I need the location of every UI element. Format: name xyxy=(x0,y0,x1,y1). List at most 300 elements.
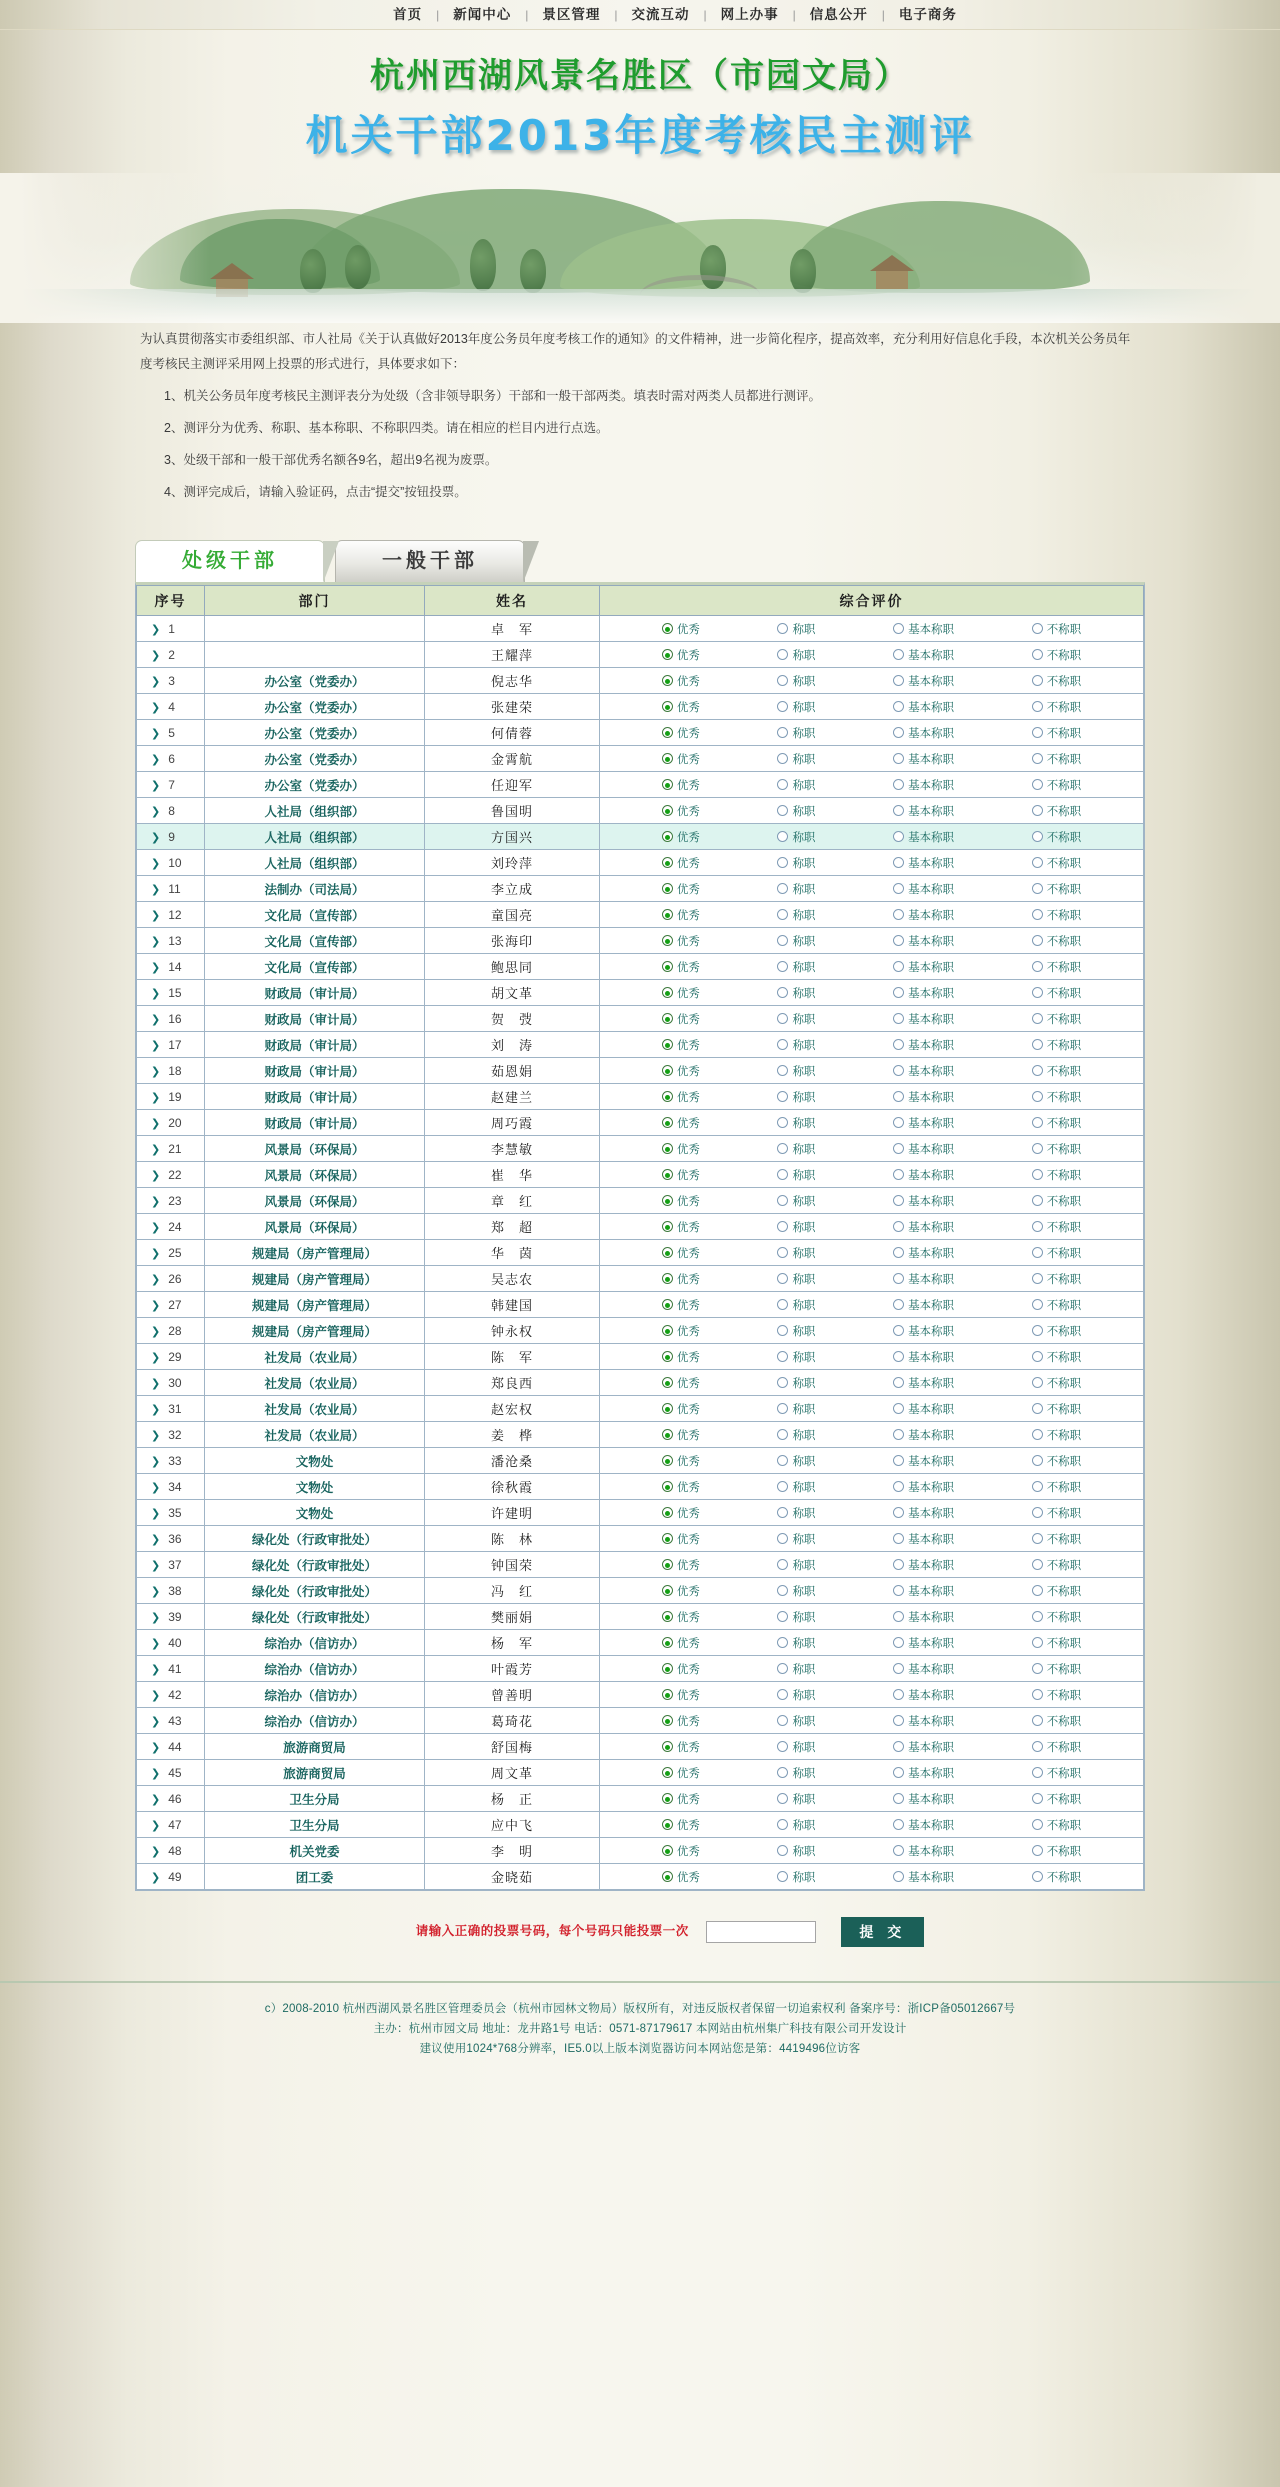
radio-unselected-icon[interactable] xyxy=(1032,1819,1043,1830)
radio-unselected-icon[interactable] xyxy=(893,1013,904,1024)
radio-unselected-icon[interactable] xyxy=(1032,935,1043,946)
table-row[interactable] xyxy=(137,1656,1144,1682)
radio-option-2[interactable] xyxy=(893,1063,954,1079)
radio-option-1[interactable] xyxy=(777,1531,815,1547)
radio-unselected-icon[interactable] xyxy=(1032,753,1043,764)
radio-option-1[interactable] xyxy=(777,1609,815,1625)
radio-option-0[interactable] xyxy=(662,1765,700,1781)
table-row[interactable] xyxy=(137,694,1144,720)
radio-unselected-icon[interactable] xyxy=(893,961,904,972)
radio-unselected-icon[interactable] xyxy=(893,1299,904,1310)
radio-option-0[interactable] xyxy=(662,959,700,975)
table-row[interactable] xyxy=(137,1214,1144,1240)
radio-option-2[interactable] xyxy=(893,803,954,819)
radio-option-3[interactable] xyxy=(1032,751,1082,767)
radio-unselected-icon[interactable] xyxy=(893,1767,904,1778)
radio-option-2[interactable] xyxy=(893,985,954,1001)
nav-item-news[interactable]: 新闻中心 xyxy=(453,7,512,22)
radio-selected-icon[interactable] xyxy=(662,1325,673,1336)
radio-unselected-icon[interactable] xyxy=(893,1741,904,1752)
radio-unselected-icon[interactable] xyxy=(1032,1533,1043,1544)
radio-option-1[interactable] xyxy=(777,725,815,741)
radio-option-2[interactable] xyxy=(893,855,954,871)
radio-unselected-icon[interactable] xyxy=(893,701,904,712)
radio-option-0[interactable] xyxy=(662,1141,700,1157)
radio-option-2[interactable] xyxy=(893,1141,954,1157)
radio-option-0[interactable] xyxy=(662,829,700,845)
radio-selected-icon[interactable] xyxy=(662,753,673,764)
radio-unselected-icon[interactable] xyxy=(1032,1741,1043,1752)
radio-option-2[interactable] xyxy=(893,647,954,663)
radio-option-3[interactable] xyxy=(1032,1141,1082,1157)
radio-option-3[interactable] xyxy=(1032,1297,1082,1313)
radio-option-1[interactable] xyxy=(777,1505,815,1521)
radio-option-3[interactable] xyxy=(1032,1869,1082,1885)
radio-option-1[interactable] xyxy=(777,647,815,663)
radio-option-2[interactable] xyxy=(893,1635,954,1651)
radio-unselected-icon[interactable] xyxy=(893,1325,904,1336)
radio-option-2[interactable] xyxy=(893,1687,954,1703)
radio-unselected-icon[interactable] xyxy=(893,1689,904,1700)
radio-option-2[interactable] xyxy=(893,1011,954,1027)
radio-option-3[interactable] xyxy=(1032,1323,1082,1339)
radio-option-1[interactable] xyxy=(777,855,815,871)
radio-unselected-icon[interactable] xyxy=(777,1377,788,1388)
radio-unselected-icon[interactable] xyxy=(777,1143,788,1154)
radio-unselected-icon[interactable] xyxy=(893,779,904,790)
radio-selected-icon[interactable] xyxy=(662,1065,673,1076)
radio-unselected-icon[interactable] xyxy=(1032,909,1043,920)
radio-unselected-icon[interactable] xyxy=(1032,1689,1043,1700)
radio-unselected-icon[interactable] xyxy=(893,623,904,634)
radio-unselected-icon[interactable] xyxy=(1032,675,1043,686)
table-row[interactable] xyxy=(137,668,1144,694)
radio-unselected-icon[interactable] xyxy=(777,1247,788,1258)
radio-unselected-icon[interactable] xyxy=(893,1819,904,1830)
radio-option-2[interactable] xyxy=(893,1791,954,1807)
radio-selected-icon[interactable] xyxy=(662,857,673,868)
table-row[interactable] xyxy=(137,1006,1144,1032)
radio-option-0[interactable] xyxy=(662,1661,700,1677)
radio-unselected-icon[interactable] xyxy=(1032,883,1043,894)
radio-unselected-icon[interactable] xyxy=(777,1039,788,1050)
table-row[interactable] xyxy=(137,1084,1144,1110)
radio-unselected-icon[interactable] xyxy=(893,1221,904,1232)
radio-unselected-icon[interactable] xyxy=(777,1689,788,1700)
radio-selected-icon[interactable] xyxy=(662,1039,673,1050)
radio-selected-icon[interactable] xyxy=(662,1247,673,1258)
radio-unselected-icon[interactable] xyxy=(1032,649,1043,660)
radio-option-1[interactable] xyxy=(777,1115,815,1131)
radio-option-1[interactable] xyxy=(777,1479,815,1495)
radio-option-0[interactable] xyxy=(662,1245,700,1261)
radio-option-0[interactable] xyxy=(662,1323,700,1339)
radio-option-0[interactable] xyxy=(662,881,700,897)
radio-unselected-icon[interactable] xyxy=(1032,1793,1043,1804)
radio-option-1[interactable] xyxy=(777,1349,815,1365)
radio-option-1[interactable] xyxy=(777,1323,815,1339)
radio-unselected-icon[interactable] xyxy=(1032,1117,1043,1128)
radio-unselected-icon[interactable] xyxy=(1032,623,1043,634)
radio-option-3[interactable] xyxy=(1032,933,1082,949)
radio-selected-icon[interactable] xyxy=(662,1403,673,1414)
radio-selected-icon[interactable] xyxy=(662,1871,673,1882)
radio-unselected-icon[interactable] xyxy=(1032,1403,1043,1414)
radio-unselected-icon[interactable] xyxy=(1032,805,1043,816)
table-row[interactable] xyxy=(137,1838,1144,1864)
radio-option-3[interactable] xyxy=(1032,1635,1082,1651)
table-row[interactable] xyxy=(137,1032,1144,1058)
table-row[interactable] xyxy=(137,1110,1144,1136)
radio-selected-icon[interactable] xyxy=(662,1663,673,1674)
radio-unselected-icon[interactable] xyxy=(893,727,904,738)
radio-unselected-icon[interactable] xyxy=(1032,831,1043,842)
radio-option-2[interactable] xyxy=(893,1115,954,1131)
table-row[interactable] xyxy=(137,1708,1144,1734)
radio-option-1[interactable] xyxy=(777,1167,815,1183)
radio-option-3[interactable] xyxy=(1032,855,1082,871)
radio-selected-icon[interactable] xyxy=(662,1351,673,1362)
radio-option-1[interactable] xyxy=(777,1271,815,1287)
radio-selected-icon[interactable] xyxy=(662,1195,673,1206)
table-row[interactable] xyxy=(137,1266,1144,1292)
radio-option-0[interactable] xyxy=(662,1037,700,1053)
radio-option-0[interactable] xyxy=(662,751,700,767)
radio-unselected-icon[interactable] xyxy=(777,649,788,660)
radio-unselected-icon[interactable] xyxy=(893,1247,904,1258)
table-row[interactable] xyxy=(137,1188,1144,1214)
radio-option-0[interactable] xyxy=(662,673,700,689)
table-row[interactable] xyxy=(137,1864,1144,1890)
radio-option-3[interactable] xyxy=(1032,1271,1082,1287)
radio-option-3[interactable] xyxy=(1032,881,1082,897)
radio-option-2[interactable] xyxy=(893,725,954,741)
radio-option-3[interactable] xyxy=(1032,1531,1082,1547)
radio-unselected-icon[interactable] xyxy=(1032,1715,1043,1726)
radio-option-0[interactable] xyxy=(662,1739,700,1755)
radio-option-2[interactable] xyxy=(893,1583,954,1599)
radio-option-3[interactable] xyxy=(1032,1193,1082,1209)
radio-selected-icon[interactable] xyxy=(662,1377,673,1388)
table-row[interactable] xyxy=(137,1630,1144,1656)
radio-unselected-icon[interactable] xyxy=(893,857,904,868)
radio-selected-icon[interactable] xyxy=(662,1637,673,1648)
radio-option-2[interactable] xyxy=(893,933,954,949)
radio-option-3[interactable] xyxy=(1032,673,1082,689)
radio-option-1[interactable] xyxy=(777,1791,815,1807)
radio-option-0[interactable] xyxy=(662,1089,700,1105)
radio-unselected-icon[interactable] xyxy=(1032,1559,1043,1570)
radio-option-0[interactable] xyxy=(662,1791,700,1807)
radio-option-0[interactable] xyxy=(662,1193,700,1209)
radio-unselected-icon[interactable] xyxy=(893,1793,904,1804)
radio-option-2[interactable] xyxy=(893,621,954,637)
radio-unselected-icon[interactable] xyxy=(1032,1325,1043,1336)
table-row[interactable] xyxy=(137,1812,1144,1838)
radio-option-3[interactable] xyxy=(1032,777,1082,793)
radio-unselected-icon[interactable] xyxy=(1032,1247,1043,1258)
radio-option-1[interactable] xyxy=(777,1063,815,1079)
radio-option-3[interactable] xyxy=(1032,1817,1082,1833)
radio-option-2[interactable] xyxy=(893,1531,954,1547)
radio-option-3[interactable] xyxy=(1032,907,1082,923)
radio-selected-icon[interactable] xyxy=(662,1455,673,1466)
radio-unselected-icon[interactable] xyxy=(777,1403,788,1414)
radio-unselected-icon[interactable] xyxy=(893,1377,904,1388)
radio-option-3[interactable] xyxy=(1032,1557,1082,1573)
nav-item-online-service[interactable]: 网上办事 xyxy=(720,7,779,22)
radio-option-1[interactable] xyxy=(777,1765,815,1781)
radio-option-3[interactable] xyxy=(1032,725,1082,741)
radio-selected-icon[interactable] xyxy=(662,1091,673,1102)
radio-unselected-icon[interactable] xyxy=(777,1429,788,1440)
radio-selected-icon[interactable] xyxy=(662,1611,673,1622)
radio-option-3[interactable] xyxy=(1032,829,1082,845)
radio-option-3[interactable] xyxy=(1032,959,1082,975)
radio-selected-icon[interactable] xyxy=(662,1013,673,1024)
radio-unselected-icon[interactable] xyxy=(1032,779,1043,790)
verification-code-input[interactable] xyxy=(706,1921,816,1943)
radio-option-3[interactable] xyxy=(1032,1791,1082,1807)
radio-unselected-icon[interactable] xyxy=(1032,1013,1043,1024)
table-row[interactable] xyxy=(137,1682,1144,1708)
radio-unselected-icon[interactable] xyxy=(1032,1169,1043,1180)
radio-unselected-icon[interactable] xyxy=(777,857,788,868)
radio-unselected-icon[interactable] xyxy=(777,1845,788,1856)
radio-unselected-icon[interactable] xyxy=(777,1481,788,1492)
radio-unselected-icon[interactable] xyxy=(1032,1871,1043,1882)
table-row[interactable] xyxy=(137,1604,1144,1630)
radio-option-3[interactable] xyxy=(1032,985,1082,1001)
radio-unselected-icon[interactable] xyxy=(893,1065,904,1076)
radio-unselected-icon[interactable] xyxy=(777,753,788,764)
radio-option-0[interactable] xyxy=(662,1453,700,1469)
radio-option-2[interactable] xyxy=(893,1193,954,1209)
radio-option-1[interactable] xyxy=(777,1193,815,1209)
radio-option-2[interactable] xyxy=(893,1375,954,1391)
radio-option-1[interactable] xyxy=(777,907,815,923)
radio-option-0[interactable] xyxy=(662,1271,700,1287)
radio-option-0[interactable] xyxy=(662,1557,700,1573)
radio-unselected-icon[interactable] xyxy=(777,1741,788,1752)
radio-option-2[interactable] xyxy=(893,1323,954,1339)
radio-unselected-icon[interactable] xyxy=(777,1299,788,1310)
radio-unselected-icon[interactable] xyxy=(1032,1143,1043,1154)
table-row[interactable] xyxy=(137,616,1144,642)
radio-unselected-icon[interactable] xyxy=(777,1325,788,1336)
radio-option-3[interactable] xyxy=(1032,1661,1082,1677)
radio-option-0[interactable] xyxy=(662,621,700,637)
radio-option-0[interactable] xyxy=(662,855,700,871)
radio-selected-icon[interactable] xyxy=(662,1767,673,1778)
table-row[interactable] xyxy=(137,1526,1144,1552)
radio-selected-icon[interactable] xyxy=(662,909,673,920)
radio-option-0[interactable] xyxy=(662,1349,700,1365)
radio-selected-icon[interactable] xyxy=(662,1845,673,1856)
table-row[interactable] xyxy=(137,798,1144,824)
radio-unselected-icon[interactable] xyxy=(893,1091,904,1102)
radio-option-2[interactable] xyxy=(893,1765,954,1781)
radio-unselected-icon[interactable] xyxy=(777,1663,788,1674)
radio-unselected-icon[interactable] xyxy=(777,675,788,686)
radio-unselected-icon[interactable] xyxy=(893,1663,904,1674)
radio-option-2[interactable] xyxy=(893,1479,954,1495)
radio-unselected-icon[interactable] xyxy=(1032,1429,1043,1440)
radio-option-1[interactable] xyxy=(777,1661,815,1677)
radio-unselected-icon[interactable] xyxy=(777,1195,788,1206)
radio-selected-icon[interactable] xyxy=(662,1793,673,1804)
radio-option-2[interactable] xyxy=(893,1739,954,1755)
radio-unselected-icon[interactable] xyxy=(893,1715,904,1726)
radio-unselected-icon[interactable] xyxy=(1032,1039,1043,1050)
radio-unselected-icon[interactable] xyxy=(893,1481,904,1492)
table-row[interactable] xyxy=(137,1448,1144,1474)
radio-option-1[interactable] xyxy=(777,673,815,689)
radio-unselected-icon[interactable] xyxy=(893,753,904,764)
radio-unselected-icon[interactable] xyxy=(777,623,788,634)
radio-unselected-icon[interactable] xyxy=(777,1507,788,1518)
radio-unselected-icon[interactable] xyxy=(893,1039,904,1050)
table-row[interactable] xyxy=(137,850,1144,876)
radio-option-2[interactable] xyxy=(893,1219,954,1235)
radio-option-2[interactable] xyxy=(893,1453,954,1469)
radio-unselected-icon[interactable] xyxy=(893,1403,904,1414)
radio-option-2[interactable] xyxy=(893,1245,954,1261)
radio-unselected-icon[interactable] xyxy=(777,1351,788,1362)
radio-unselected-icon[interactable] xyxy=(777,701,788,712)
radio-unselected-icon[interactable] xyxy=(893,1871,904,1882)
radio-unselected-icon[interactable] xyxy=(1032,1663,1043,1674)
radio-selected-icon[interactable] xyxy=(662,987,673,998)
radio-unselected-icon[interactable] xyxy=(777,805,788,816)
table-row[interactable] xyxy=(137,772,1144,798)
radio-unselected-icon[interactable] xyxy=(777,1767,788,1778)
radio-selected-icon[interactable] xyxy=(662,1533,673,1544)
radio-option-0[interactable] xyxy=(662,1713,700,1729)
radio-option-2[interactable] xyxy=(893,1349,954,1365)
radio-option-0[interactable] xyxy=(662,907,700,923)
radio-option-3[interactable] xyxy=(1032,1349,1082,1365)
nav-item-interaction[interactable]: 交流互动 xyxy=(631,7,690,22)
radio-unselected-icon[interactable] xyxy=(777,1169,788,1180)
radio-unselected-icon[interactable] xyxy=(1032,1273,1043,1284)
table-row[interactable] xyxy=(137,1422,1144,1448)
radio-option-3[interactable] xyxy=(1032,1687,1082,1703)
radio-option-1[interactable] xyxy=(777,699,815,715)
radio-option-1[interactable] xyxy=(777,1713,815,1729)
radio-unselected-icon[interactable] xyxy=(777,1455,788,1466)
radio-unselected-icon[interactable] xyxy=(893,1169,904,1180)
submit-button[interactable]: 提 交 xyxy=(841,1917,924,1947)
radio-unselected-icon[interactable] xyxy=(893,1143,904,1154)
radio-option-3[interactable] xyxy=(1032,1401,1082,1417)
radio-option-0[interactable] xyxy=(662,1297,700,1313)
table-row[interactable] xyxy=(137,902,1144,928)
radio-unselected-icon[interactable] xyxy=(893,831,904,842)
table-row[interactable] xyxy=(137,1396,1144,1422)
table-row[interactable] xyxy=(137,1292,1144,1318)
radio-option-0[interactable] xyxy=(662,725,700,741)
table-row[interactable] xyxy=(137,1552,1144,1578)
radio-option-2[interactable] xyxy=(893,699,954,715)
radio-unselected-icon[interactable] xyxy=(777,1065,788,1076)
table-row[interactable] xyxy=(137,746,1144,772)
radio-option-2[interactable] xyxy=(893,1869,954,1885)
radio-unselected-icon[interactable] xyxy=(1032,1065,1043,1076)
radio-option-3[interactable] xyxy=(1032,1739,1082,1755)
radio-unselected-icon[interactable] xyxy=(893,1585,904,1596)
radio-unselected-icon[interactable] xyxy=(1032,1585,1043,1596)
radio-option-1[interactable] xyxy=(777,777,815,793)
radio-option-3[interactable] xyxy=(1032,1219,1082,1235)
radio-option-1[interactable] xyxy=(777,985,815,1001)
radio-option-1[interactable] xyxy=(777,1453,815,1469)
radio-option-1[interactable] xyxy=(777,1843,815,1859)
tab-general-cadre[interactable] xyxy=(335,540,525,582)
radio-option-0[interactable] xyxy=(662,1011,700,1027)
table-row[interactable] xyxy=(137,642,1144,668)
radio-option-3[interactable] xyxy=(1032,1089,1082,1105)
radio-option-1[interactable] xyxy=(777,621,815,637)
radio-unselected-icon[interactable] xyxy=(893,1429,904,1440)
radio-option-2[interactable] xyxy=(893,1843,954,1859)
radio-unselected-icon[interactable] xyxy=(1032,1481,1043,1492)
radio-option-3[interactable] xyxy=(1032,699,1082,715)
radio-selected-icon[interactable] xyxy=(662,1273,673,1284)
radio-unselected-icon[interactable] xyxy=(777,1637,788,1648)
radio-option-3[interactable] xyxy=(1032,647,1082,663)
radio-unselected-icon[interactable] xyxy=(893,1559,904,1570)
radio-unselected-icon[interactable] xyxy=(777,961,788,972)
radio-option-1[interactable] xyxy=(777,1583,815,1599)
radio-option-1[interactable] xyxy=(777,1635,815,1651)
radio-unselected-icon[interactable] xyxy=(777,987,788,998)
table-row[interactable] xyxy=(137,1136,1144,1162)
radio-option-0[interactable] xyxy=(662,1427,700,1443)
radio-option-3[interactable] xyxy=(1032,1245,1082,1261)
radio-selected-icon[interactable] xyxy=(662,1689,673,1700)
radio-option-1[interactable] xyxy=(777,803,815,819)
table-row[interactable] xyxy=(137,876,1144,902)
table-row[interactable] xyxy=(137,1786,1144,1812)
radio-option-3[interactable] xyxy=(1032,1167,1082,1183)
radio-option-0[interactable] xyxy=(662,803,700,819)
table-row[interactable] xyxy=(137,1162,1144,1188)
table-row[interactable] xyxy=(137,1240,1144,1266)
radio-option-2[interactable] xyxy=(893,1167,954,1183)
radio-selected-icon[interactable] xyxy=(662,1221,673,1232)
radio-option-3[interactable] xyxy=(1032,1713,1082,1729)
radio-option-0[interactable] xyxy=(662,1219,700,1235)
table-row[interactable] xyxy=(137,1058,1144,1084)
radio-option-3[interactable] xyxy=(1032,1063,1082,1079)
radio-selected-icon[interactable] xyxy=(662,831,673,842)
radio-option-1[interactable] xyxy=(777,1401,815,1417)
table-row[interactable] xyxy=(137,720,1144,746)
radio-option-3[interactable] xyxy=(1032,1453,1082,1469)
radio-option-3[interactable] xyxy=(1032,1765,1082,1781)
radio-unselected-icon[interactable] xyxy=(893,987,904,998)
radio-option-0[interactable] xyxy=(662,933,700,949)
radio-unselected-icon[interactable] xyxy=(777,1819,788,1830)
radio-option-2[interactable] xyxy=(893,1713,954,1729)
radio-option-1[interactable] xyxy=(777,1219,815,1235)
radio-option-1[interactable] xyxy=(777,1739,815,1755)
radio-option-2[interactable] xyxy=(893,1661,954,1677)
radio-option-2[interactable] xyxy=(893,751,954,767)
table-row[interactable] xyxy=(137,1318,1144,1344)
radio-option-0[interactable] xyxy=(662,1817,700,1833)
